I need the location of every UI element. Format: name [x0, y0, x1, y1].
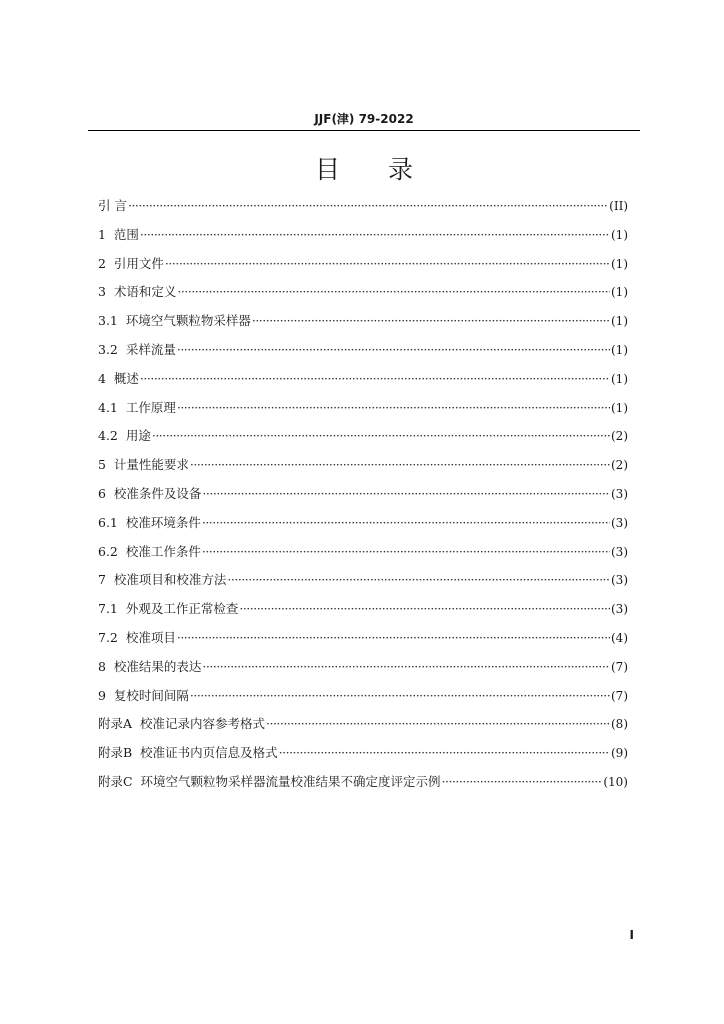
toc-dot-leader — [177, 629, 610, 647]
toc-entry-title: 外观及工作正常检查 — [125, 601, 239, 617]
toc-entry-page: (2) — [611, 429, 628, 444]
toc-entry-number: 7.1 — [98, 601, 126, 617]
toc-entry-number: 2 — [98, 255, 114, 271]
toc-entry-number: 附录B — [98, 745, 141, 761]
toc-dot-leader — [177, 283, 610, 301]
toc-entry-page: (1) — [611, 227, 628, 242]
toc-entry-title: 校准项目和校准方法 — [113, 572, 227, 588]
toc-entry-page: (7) — [611, 688, 628, 703]
toc-entry-page: (9) — [611, 746, 628, 761]
toc-entry-number: 附录A — [98, 716, 140, 732]
toc-entry-page: (3) — [611, 544, 628, 559]
toc-entry-page: (8) — [611, 717, 628, 732]
toc-dot-leader — [140, 226, 610, 244]
toc-entry-page: (10) — [603, 774, 628, 789]
toc-entry[interactable] — [98, 715, 628, 744]
page-title: 目录 — [314, 155, 461, 184]
toc-entry-title: 校准证书内页信息及格式 — [140, 745, 278, 761]
toc-entry[interactable] — [98, 744, 628, 773]
toc-entry-number: 8 — [98, 658, 114, 674]
toc-entry-page: (7) — [611, 659, 628, 674]
toc-entry-number: 附录C — [98, 773, 141, 789]
toc-entry[interactable] — [98, 197, 628, 226]
toc-dot-leader — [252, 312, 610, 330]
toc-dot-leader — [266, 715, 610, 733]
toc-entry-number: 5 — [98, 457, 114, 473]
toc-dot-leader — [177, 399, 610, 417]
toc-entry-title: 采样流量 — [125, 341, 176, 357]
toc-entry-page: (3) — [611, 602, 628, 617]
toc-dot-leader — [442, 773, 603, 791]
toc-dot-leader — [128, 197, 608, 215]
toc-dot-leader — [190, 687, 610, 705]
toc-dot-leader — [202, 485, 610, 503]
toc-entry-number: 4 — [98, 370, 114, 386]
header-rule — [88, 130, 640, 131]
toc-entry[interactable] — [98, 658, 628, 687]
toc-entry-title: 环境空气颗粒物采样器流量校准结果不确定度评定示例 — [140, 773, 441, 789]
toc-entry-page: (1) — [611, 400, 628, 415]
toc-dot-leader — [202, 514, 610, 532]
toc-entry-number: 1 — [98, 226, 114, 242]
toc-entry[interactable] — [98, 514, 628, 543]
toc-entry-title: 校准条件及设备 — [113, 485, 202, 501]
toc-entry-title: 校准结果的表达 — [113, 658, 202, 674]
toc-entry[interactable] — [98, 341, 628, 370]
toc-entry-title: 校准环境条件 — [125, 514, 201, 530]
toc-dot-leader — [279, 744, 610, 762]
toc-entry-number: 3.1 — [98, 313, 126, 329]
toc-dot-leader — [165, 255, 610, 273]
toc-entry-number: 6.2 — [98, 543, 126, 559]
toc-entry-number: 6.1 — [98, 514, 126, 530]
toc-entry-page: (1) — [611, 285, 628, 300]
toc-dot-leader — [140, 370, 610, 388]
toc-entry-page: (1) — [611, 314, 628, 329]
toc-entry-page: (1) — [611, 256, 628, 271]
toc-entry-page: (1) — [611, 342, 628, 357]
document-code-header: JJF(津) 79-2022 — [314, 112, 414, 126]
toc-entry[interactable] — [98, 629, 628, 658]
toc-entry-number: 4.1 — [98, 399, 126, 415]
table-of-contents — [98, 197, 628, 802]
toc-dot-leader — [202, 658, 610, 676]
toc-entry-title: 用途 — [125, 428, 151, 444]
toc-entry-title: 复校时间间隔 — [113, 687, 189, 703]
toc-entry-number: 3.2 — [98, 341, 126, 357]
toc-entry-number: 引 言 — [98, 198, 127, 213]
toc-entry-title: 概述 — [113, 370, 139, 386]
toc-dot-leader — [227, 571, 610, 589]
toc-entry-page: (4) — [611, 630, 628, 645]
toc-entry[interactable] — [98, 773, 628, 802]
page-number: I — [629, 928, 634, 942]
toc-entry-page: (1) — [611, 371, 628, 386]
toc-entry-title: 术语和定义 — [113, 284, 177, 300]
toc-entry-title: 计量性能要求 — [113, 457, 189, 473]
toc-entry-number: 9 — [98, 687, 114, 703]
toc-entry[interactable] — [98, 600, 628, 629]
toc-entry-number: 3 — [98, 284, 114, 300]
toc-dot-leader — [190, 456, 610, 474]
toc-entry-title: 校准记录内容参考格式 — [139, 716, 265, 732]
toc-entry-page: (3) — [611, 573, 628, 588]
toc-entry[interactable] — [98, 283, 628, 312]
toc-dot-leader — [202, 543, 610, 561]
toc-entry-page: (3) — [611, 515, 628, 530]
toc-entry-page: (II) — [609, 199, 628, 213]
toc-entry[interactable] — [98, 399, 628, 428]
toc-entry[interactable] — [98, 370, 628, 399]
toc-entry[interactable] — [98, 312, 628, 341]
toc-entry[interactable] — [98, 687, 628, 716]
toc-entry[interactable] — [98, 456, 628, 485]
toc-entry[interactable] — [98, 571, 628, 600]
toc-entry[interactable] — [98, 255, 628, 284]
toc-dot-leader — [239, 600, 610, 618]
toc-entry-number: 4.2 — [98, 428, 126, 444]
toc-entry-title: 引用文件 — [113, 255, 164, 271]
toc-entry-title: 校准工作条件 — [125, 543, 201, 559]
toc-entry[interactable] — [98, 543, 628, 572]
toc-entry-page: (2) — [611, 458, 628, 473]
toc-entry-title: 环境空气颗粒物采样器 — [125, 313, 251, 329]
toc-entry[interactable] — [98, 485, 628, 514]
toc-entry-number: 7.2 — [98, 629, 126, 645]
toc-dot-leader — [177, 341, 610, 359]
toc-entry-number: 6 — [98, 485, 114, 501]
toc-entry-number: 7 — [98, 572, 114, 588]
toc-dot-leader — [152, 427, 610, 445]
toc-entry[interactable] — [98, 427, 628, 456]
toc-entry[interactable] — [98, 226, 628, 255]
toc-entry-title: 校准项目 — [125, 629, 176, 645]
toc-entry-page: (3) — [611, 486, 628, 501]
toc-entry-title: 范围 — [113, 226, 139, 242]
toc-entry-title: 工作原理 — [125, 399, 176, 415]
